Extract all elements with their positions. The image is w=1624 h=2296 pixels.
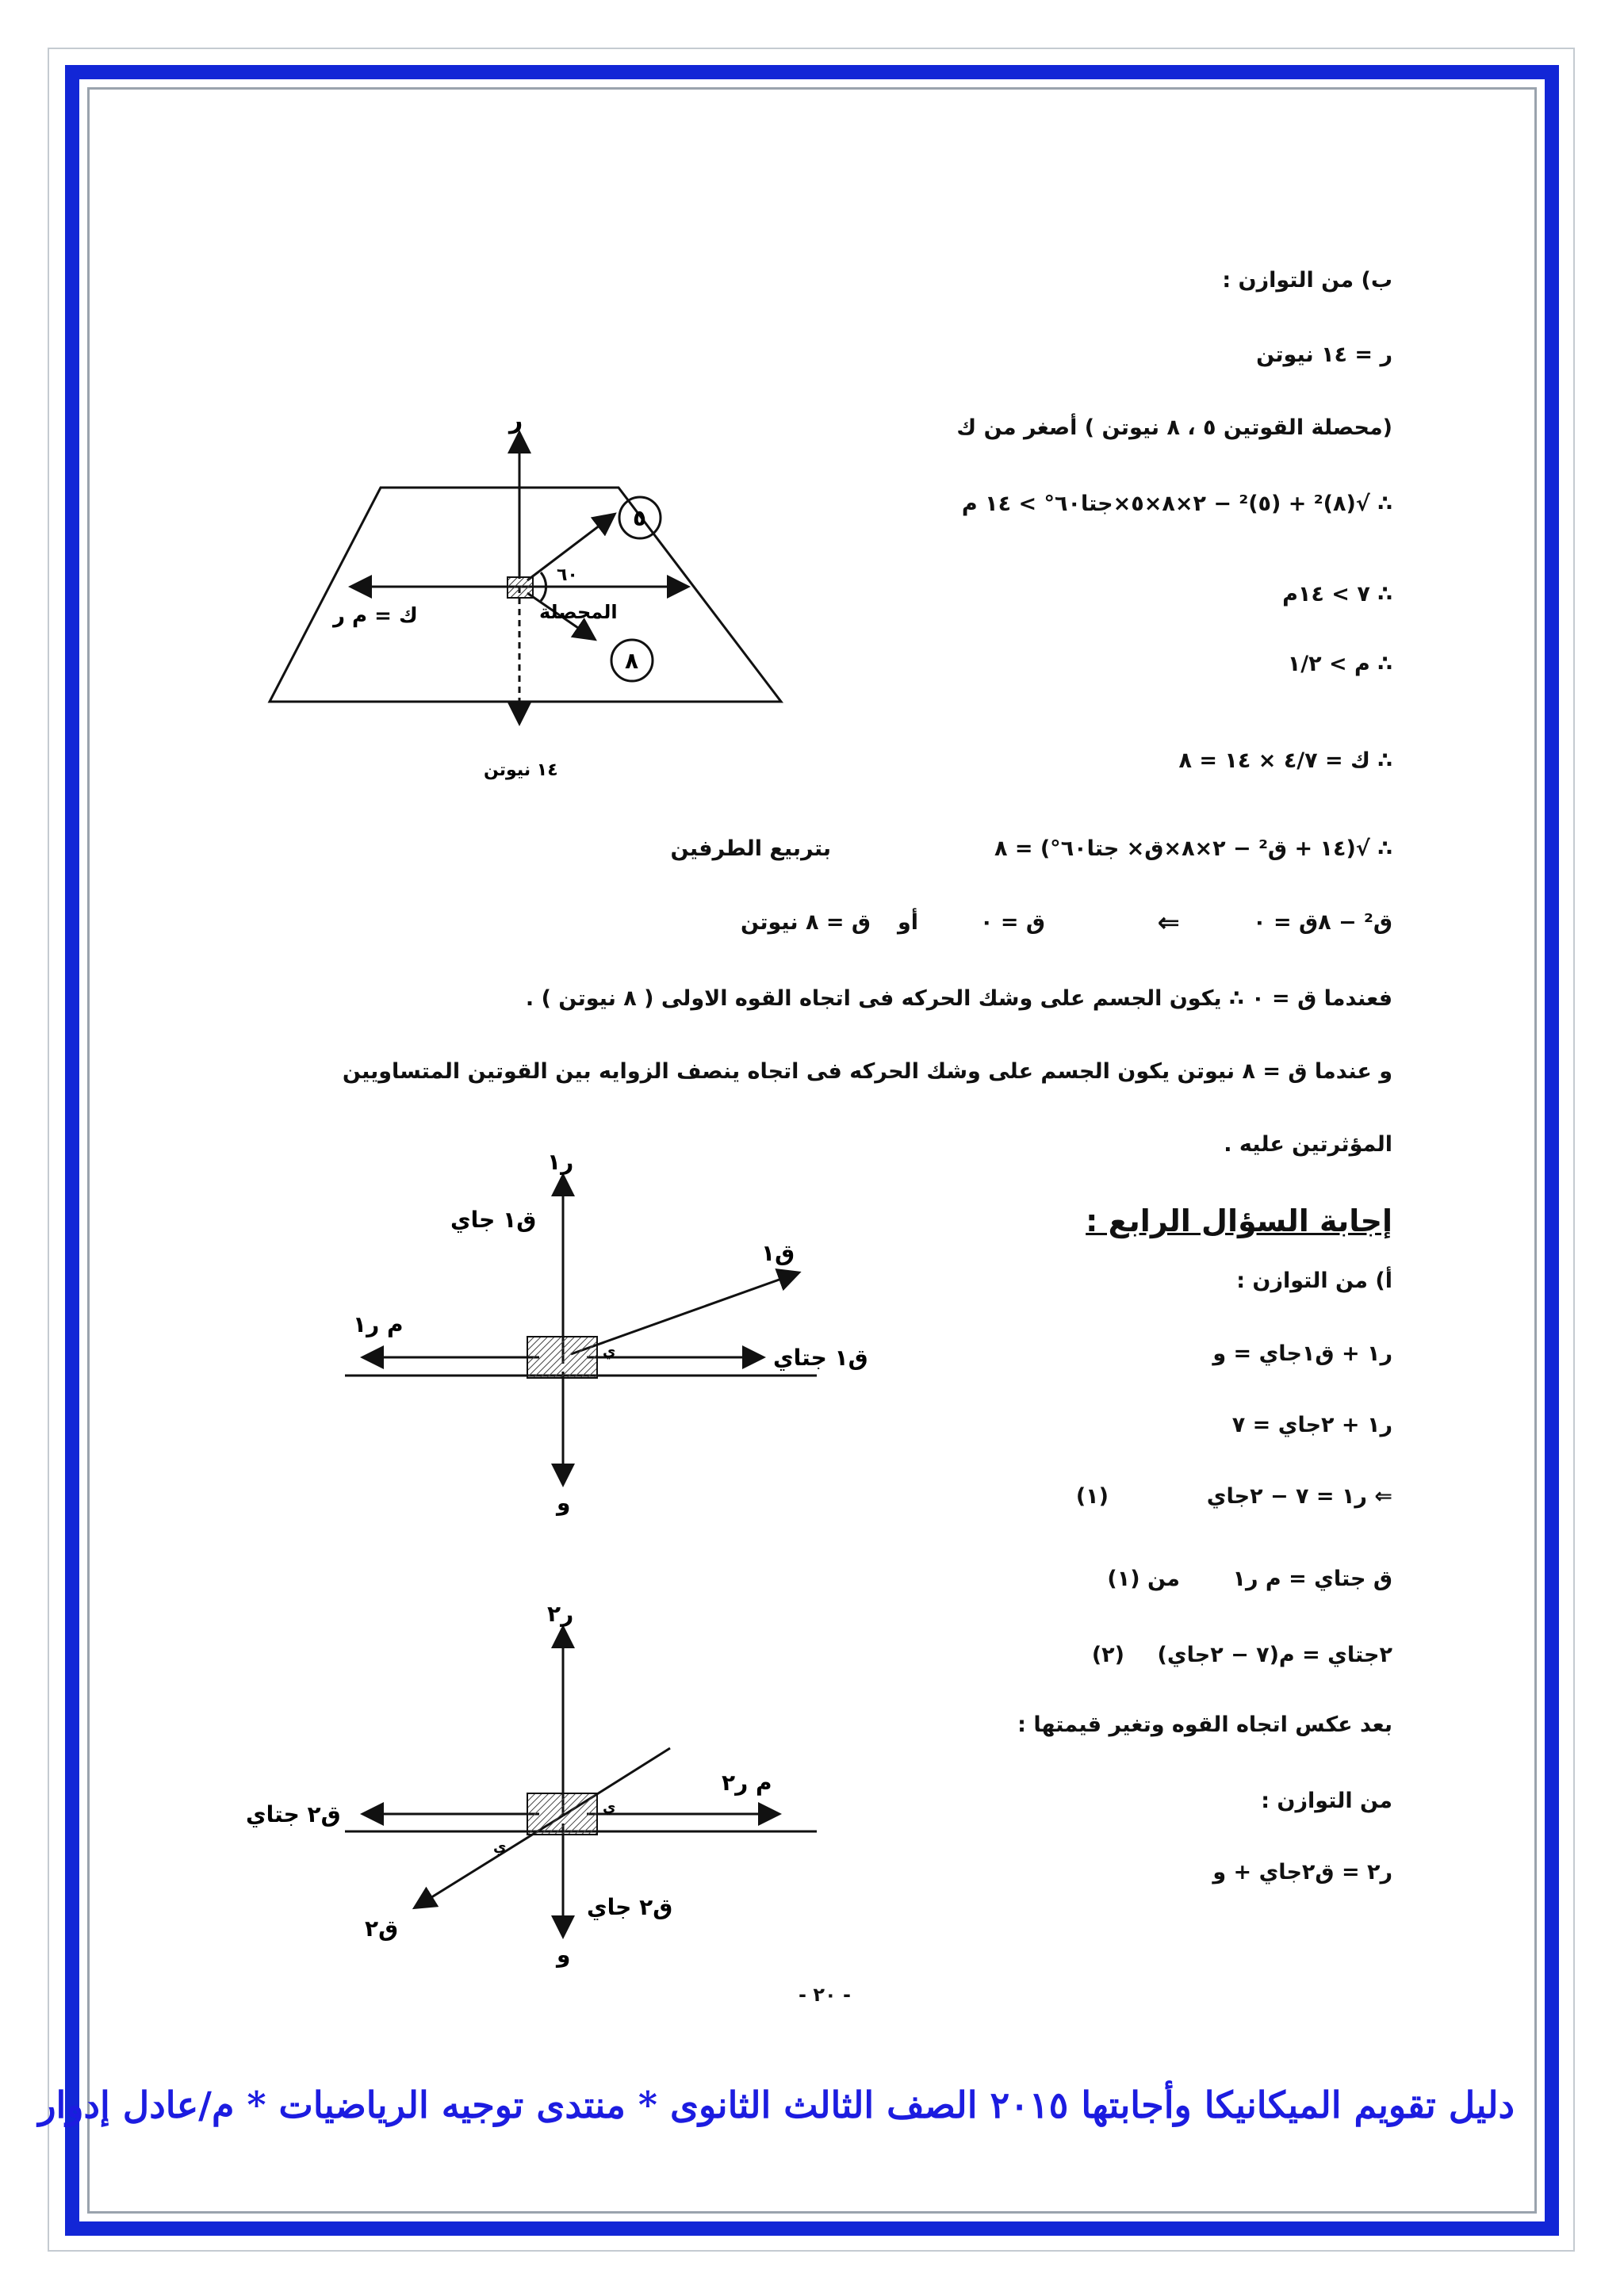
q4-eq6: ر٢ = ق٢جاي + و xyxy=(1212,1860,1392,1885)
body-block xyxy=(508,577,533,598)
fig1-force-five: ٥ xyxy=(633,505,647,531)
when-q-zero: فعندما ق = ٠ ∴ يكون الجسم على وشك الحركه فى اتجاه القوه الاولى ( ٨ نيوتن ) . xyxy=(525,986,1392,1011)
fig3-q-sin-label: ق٢ جاي xyxy=(587,1894,673,1920)
figure-two xyxy=(333,1134,888,1546)
fig1-weight-label: ١٤ نيوتن xyxy=(484,760,558,780)
fig1-resultant-label: المحصلة xyxy=(539,601,618,623)
square-equation: ∴ √(١٤ + ق² − ٢×٨×ق× جتا٦٠°) = ٨ xyxy=(994,836,1392,861)
fig3-q-cos-label: ق٢ جتاي xyxy=(246,1801,341,1827)
q4-eq2: ر١ + ٢جاي = ٧ xyxy=(1231,1413,1392,1437)
q4-eq5-tag: (٢) xyxy=(1091,1643,1124,1667)
block xyxy=(527,1337,597,1378)
inequality-two: ∴ ٧ > ١٤م xyxy=(1282,582,1392,607)
fig2-q-label: ق١ xyxy=(761,1240,795,1266)
fig2-friction-label: م ر١ xyxy=(353,1311,404,1337)
fig3-reaction-label: ر٢ xyxy=(547,1601,574,1627)
q-equation-arrow: ⇐ xyxy=(1157,907,1180,939)
q4-eq1: ر١ + ق١جاي = و xyxy=(1212,1341,1392,1366)
resultant-note: (محصلة القوتين ٥ ، ٨ نيوتن ) أصغر من ك xyxy=(956,415,1392,440)
q-force-arrow xyxy=(571,1273,797,1354)
fig3-weight-label: و xyxy=(557,1942,571,1968)
fig2-q-sin-label: ق١ جاي xyxy=(450,1207,537,1233)
q4-eq-title: من التوازن : xyxy=(1261,1789,1392,1813)
friction-equation: ∴ ك = ٤/٧ × ١٤ = ٨ xyxy=(1178,748,1392,773)
reaction-equation: ر = ١٤ نيوتن xyxy=(1256,342,1392,367)
q4-eq3: ⇐ ر١ = ٧ − ٢جاي xyxy=(1206,1484,1392,1509)
fig2-reaction-label: ر١ xyxy=(547,1149,574,1175)
when-q-eight-cont: المؤثرتين عليه . xyxy=(1224,1132,1392,1157)
fig3-angle-one: ي xyxy=(603,1799,616,1816)
q-equation-or: أو xyxy=(897,910,918,935)
part-b-title: ب) من التوازن : xyxy=(1222,268,1392,293)
fig1-reaction-label: ر xyxy=(509,407,523,434)
square-label: بتربيع الطرفين xyxy=(670,836,831,861)
q4-eq4-tag: من (١) xyxy=(1107,1567,1180,1591)
fig2-q-cos-label: ق١ جتاي xyxy=(773,1345,868,1371)
fig3-angle-two: ي xyxy=(493,1839,507,1855)
figure-three xyxy=(238,1586,841,1998)
fig3-friction-label: م ر٢ xyxy=(722,1770,772,1796)
q-equation-left: ق² − ٨ق = ٠ xyxy=(1253,910,1392,935)
q4-a-title: أ) من التوازن : xyxy=(1236,1269,1392,1293)
fig2-weight-label: و xyxy=(557,1490,571,1516)
page-number: - ٢٠ - xyxy=(799,1984,851,2006)
fig1-force-eight: ٨ xyxy=(625,648,639,674)
q-equation-right: ق = ٨ نيوتن xyxy=(741,910,871,935)
block xyxy=(527,1793,597,1835)
question-four-heading: إجابة السؤال الرابع : xyxy=(1086,1203,1392,1238)
page-footer: دليل تقويم الميكانيكا وأجابتها ٢٠١٥ الصف الثالث الثانوى * منتدى توجيه الرياضيات * م/عادل إدوار xyxy=(38,2084,1515,2126)
q4-reverse-note: بعد عكس اتجاه القوه وتغير قيمتها : xyxy=(1017,1712,1392,1737)
q4-eq4: ق جتاي = م ر١ xyxy=(1232,1567,1392,1591)
inequality-sqrt: ∴ √(٨)² + (٥)² − ٢×٨×٥×جتا٦٠° > ١٤ م xyxy=(961,492,1392,516)
fig2-angle-label: ي xyxy=(603,1343,616,1360)
q4-eq5: ٢جتاي = م(٧ − ٢جاي) xyxy=(1157,1643,1392,1667)
when-q-eight: و عندما ق = ٨ نيوتن يكون الجسم على وشك الحركه فى اتجاه ينصف الزوايه بين القوتين المتساويين xyxy=(342,1059,1392,1084)
inequality-three: ∴ م > ١/٢ xyxy=(1287,652,1392,676)
q4-eq3-tag: (١) xyxy=(1075,1484,1109,1509)
q-equation-mid: ق = ٠ xyxy=(979,910,1045,935)
fig1-friction-label: ك = م ر xyxy=(333,604,418,628)
figure-one xyxy=(254,396,809,793)
fig3-q-label: ق٢ xyxy=(365,1915,399,1942)
fig1-angle-label: ٦٠ xyxy=(557,565,578,585)
